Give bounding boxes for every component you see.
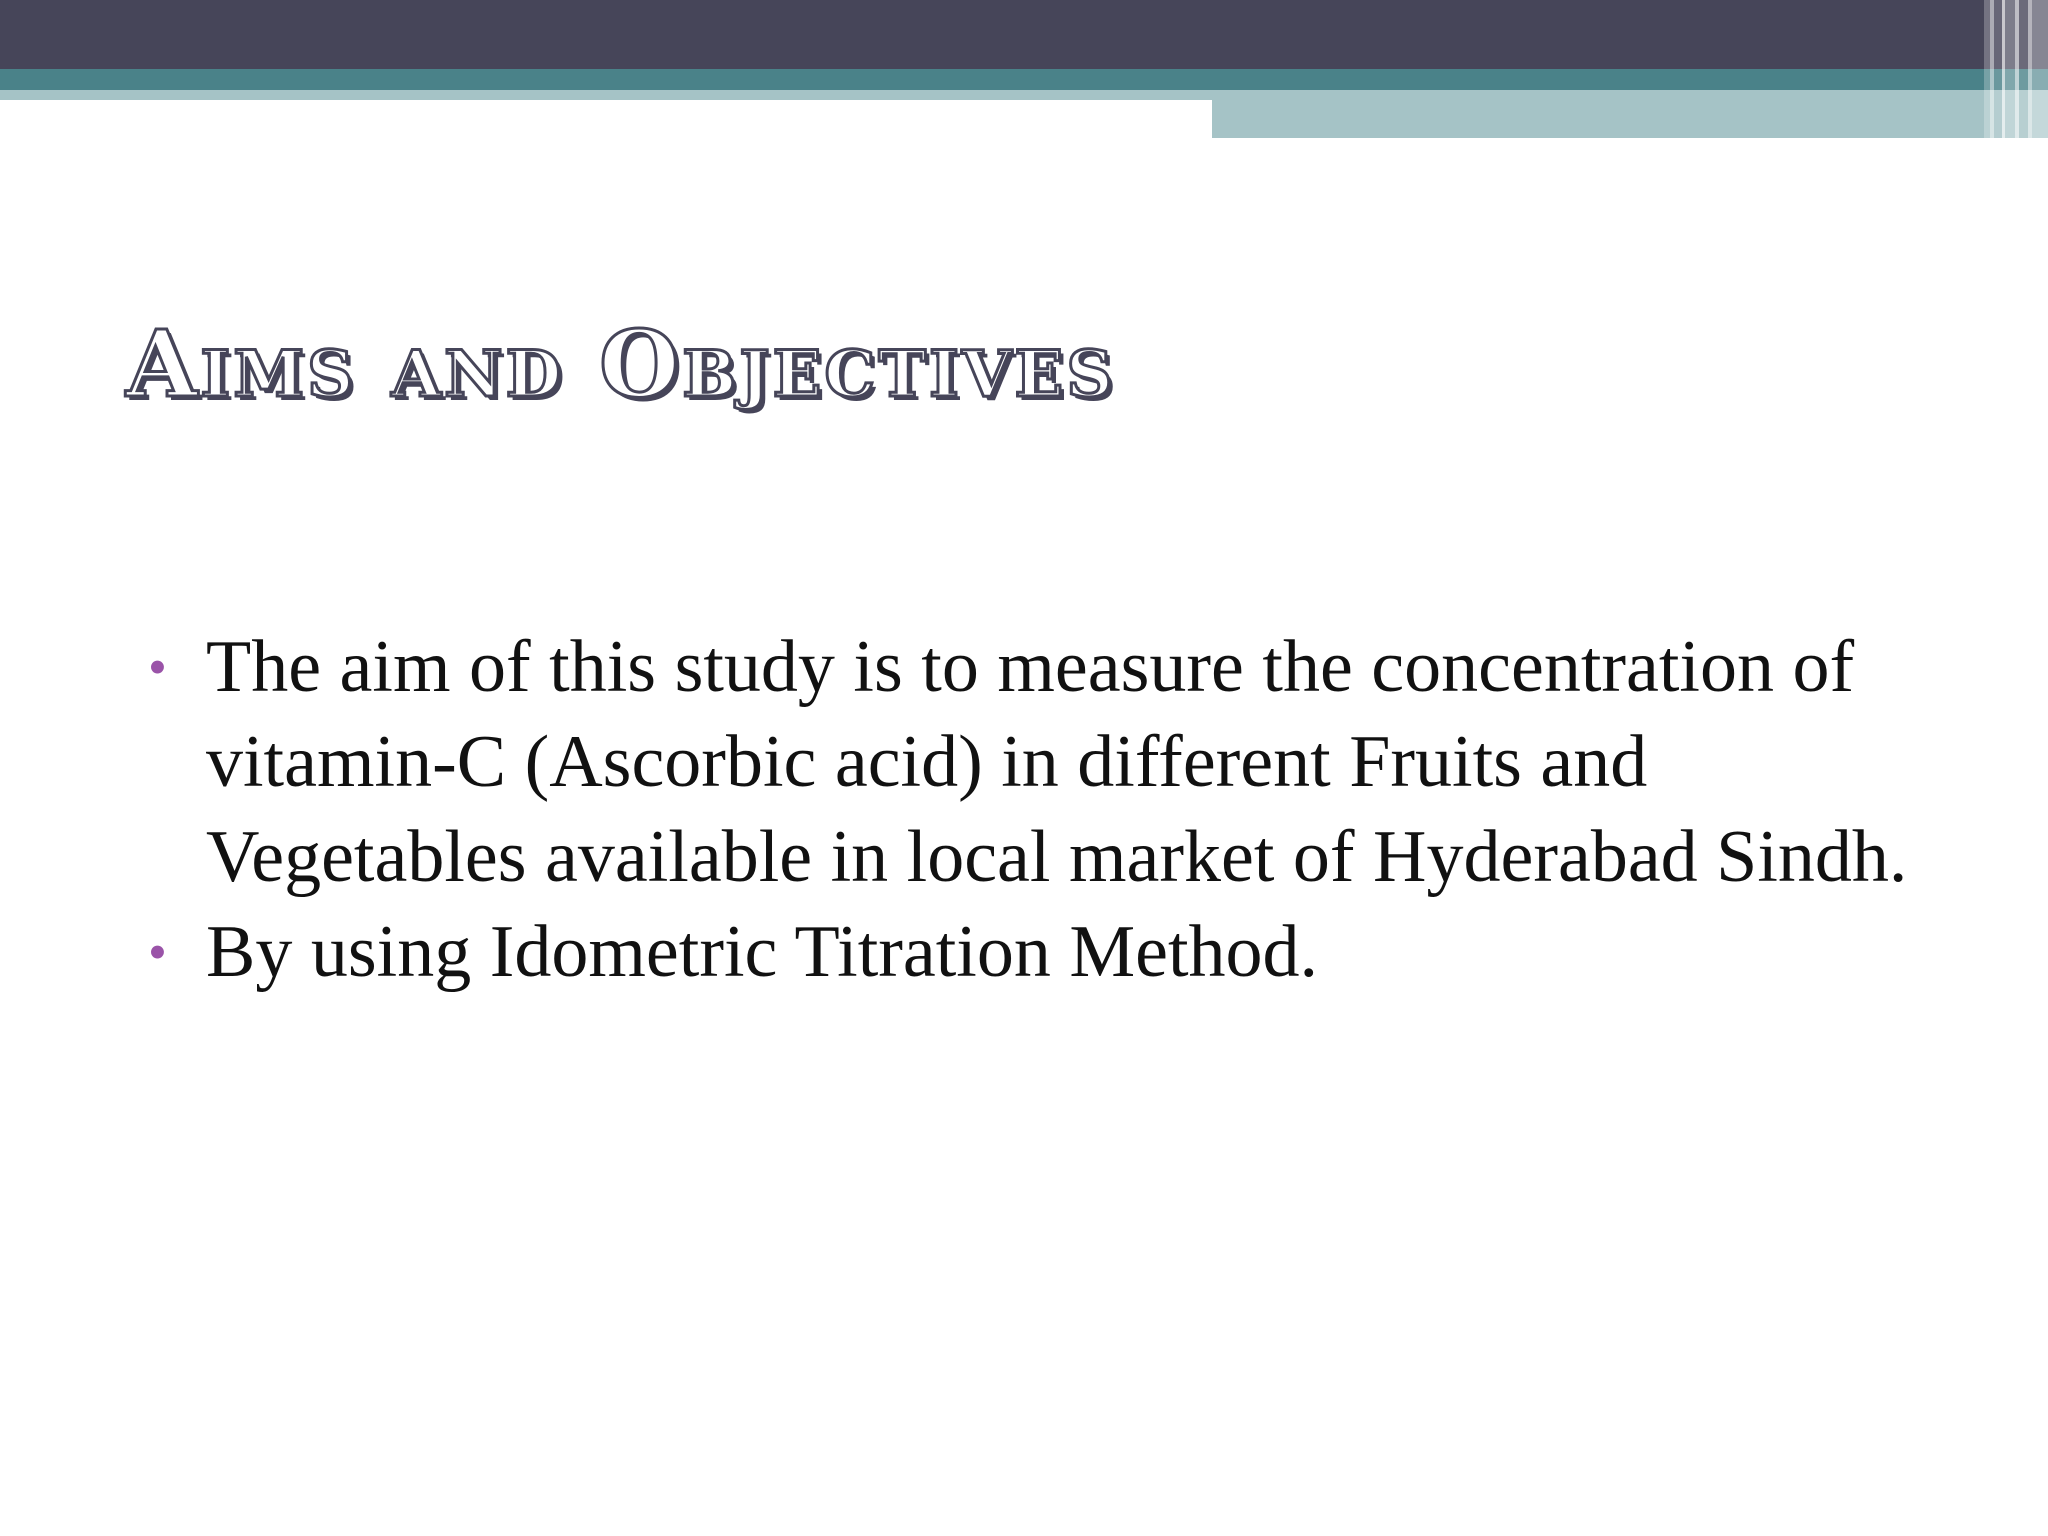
slide-title: Aims and Objectives <box>126 310 1116 418</box>
header-band-light-right <box>1212 90 2048 138</box>
bullet-item <box>148 620 1968 905</box>
header-band-teal <box>0 69 2048 90</box>
bullet-text: The aim of this study is to measure the concentration of vitamin-C (Ascorbic acid) in different Fruits and Vegetables available in local market of Hyderabad Sindh. <box>206 626 1908 898</box>
header-band-light-left <box>0 90 1212 100</box>
bullet-item <box>148 905 1968 1000</box>
bullet-text: By using Idometric Titration Method. <box>206 911 1319 993</box>
bullet-list <box>148 620 1968 1000</box>
header-stripes <box>1984 0 2048 138</box>
bullet-marker: • <box>148 637 167 697</box>
bullet-marker: • <box>148 922 167 982</box>
header-band-dark <box>0 0 2048 69</box>
